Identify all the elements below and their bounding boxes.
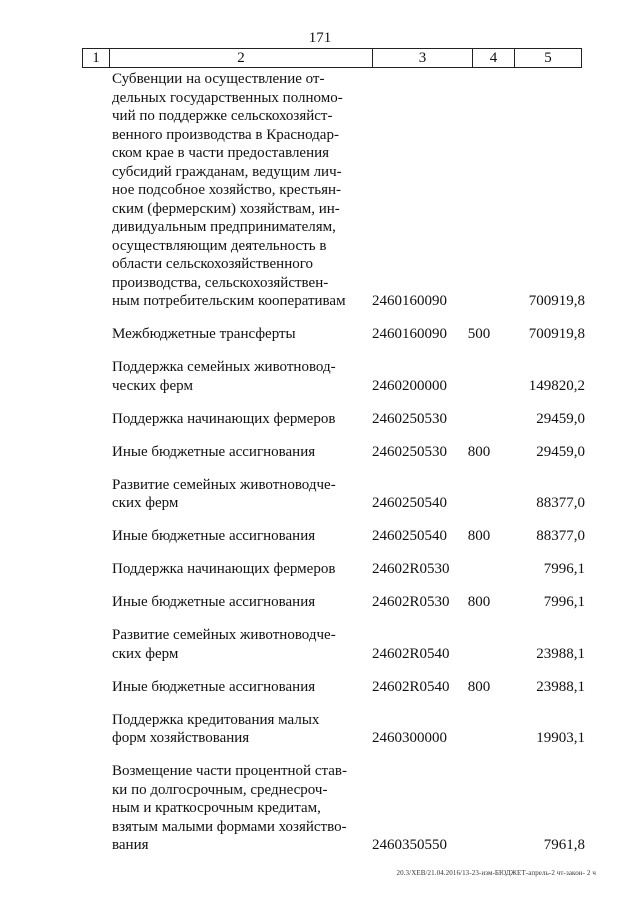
row-sum: 29459,0 [536,410,585,427]
row-description-line: Иные бюджетные ассигнования [112,528,316,544]
row-code: 24602R0540 [372,678,450,695]
row-description-line: Иные бюджетные ассигнования [112,678,316,695]
header-cell-4: 4 [473,49,515,67]
table-row [0,626,640,663]
row-code: 2460250530 [372,410,447,427]
row-description [112,711,355,748]
table-row [0,476,640,513]
row-code: 2460160090 [372,293,447,309]
row-description-line: Субвенции на осуществление от- [112,71,325,87]
row-description [112,358,355,395]
table-row [0,711,640,748]
row-description-line: Поддержка кредитования малых [112,711,320,728]
budget-table-body [0,70,640,869]
row-expense-kind: 500 [467,326,491,342]
row-description-line: Развитие семейных животноводче- [112,627,336,643]
row-description-line: Поддержка семейных животновод- [112,359,336,375]
row-code: 24602R0530 [372,594,450,610]
table-row [0,358,640,395]
row-code: 2460300000 [372,730,447,746]
row-description-line: Межбюджетные трансферты [112,326,296,342]
row-description-line: дельных государственных полномо- [112,89,343,106]
row-sum: 7996,1 [543,594,585,610]
row-description [112,593,355,612]
header-cell-3: 3 [373,49,473,67]
header-cell-2: 2 [110,49,373,67]
row-description-line: ным потребительским кооперативам [112,293,346,309]
row-description [112,325,355,344]
row-code: 24602R0540 [372,645,450,662]
row-sum: 29459,0 [536,443,585,460]
row-description [112,527,355,546]
table-row [0,70,640,311]
row-description-line: осуществляющим деятельность в [112,237,327,254]
row-description-line: субсидий гражданам, ведущим лич- [112,163,342,180]
row-description-line: Поддержка начинающих фермеров [112,561,336,577]
row-code: 2460350550 [372,837,447,853]
row-description-line: ки по долгосрочным, среднесроч- [112,781,328,798]
table-row [0,325,640,344]
row-code: 2460160090 [372,326,447,342]
row-description [112,476,355,513]
table-row [0,560,640,579]
row-code: 2460250540 [372,495,447,511]
header-cell-1: 1 [83,49,110,67]
row-description [112,410,355,429]
table-row [0,593,640,612]
row-description [112,626,355,663]
row-description [112,70,355,311]
header-cell-5: 5 [544,49,552,66]
row-description-line: чий по поддержке сельскохозяйст- [112,108,333,124]
row-expense-kind: 800 [467,594,491,610]
row-expense-kind: 800 [467,678,491,695]
row-description-line: ное подсобное хозяйство, крестьян- [112,182,342,198]
row-description-line: ским (фермерским) хозяйствам, ин- [112,200,340,217]
row-description-line: производства, сельскохозяйствен- [112,274,329,291]
row-sum: 23988,1 [536,678,585,695]
row-description-line: дивидуальным предпринимателям, [112,219,336,235]
table-row [0,678,640,697]
row-code: 2460200000 [372,377,447,394]
row-sum: 700919,8 [528,326,585,342]
row-description-line: ских ферм [112,645,179,662]
row-description-line: области сельскохозяйственного [112,256,314,272]
row-code: 2460250530 [372,443,447,460]
document-footer: 20.3/ХЕВ/21.04.2016/13-23-изм-БЮДЖЕТ-апрель-2 чт-закон- 2 ч [396,869,596,877]
table-row [0,410,640,429]
row-description-line: Иные бюджетные ассигнования [112,443,316,460]
row-description-line: ческих ферм [112,377,193,394]
row-description-line: взятым малыми формами хозяйство- [112,818,347,835]
row-description [112,443,355,462]
row-sum: 700919,8 [528,293,585,309]
table-row [0,762,640,855]
row-sum: 23988,1 [536,645,585,662]
row-expense-kind: 800 [467,528,491,544]
row-sum: 88377,0 [536,528,585,544]
row-expense-kind: 800 [467,443,491,460]
row-description-line: ным и краткосрочным кредитам, [112,800,321,816]
row-sum: 88377,0 [536,495,585,511]
row-description [112,560,355,579]
row-description [112,678,355,697]
row-description-line: ских ферм [112,495,179,511]
row-sum: 7961,8 [543,837,585,853]
row-code: 2460250540 [372,528,447,544]
page-number: 171 [308,30,332,46]
row-description-line: вания [112,837,149,853]
row-description [112,762,355,855]
row-description-line: Развитие семейных животноводче- [112,476,336,493]
row-code: 24602R0530 [372,561,450,577]
row-description-line: ском крае в части предоставления [112,145,330,161]
row-sum: 149820,2 [528,377,585,394]
row-description-line: Поддержка начинающих фермеров [112,410,336,427]
row-description-line: венного производства в Краснодар- [112,126,339,143]
table-row [0,443,640,462]
row-description-line: форм хозяйствования [112,730,250,746]
row-description-line: Возмещение части процентной став- [112,763,347,779]
table-header-row [82,48,582,68]
row-description-line: Иные бюджетные ассигнования [112,594,316,610]
row-sum: 7996,1 [543,561,585,577]
row-sum: 19903,1 [536,730,585,746]
table-row [0,527,640,546]
